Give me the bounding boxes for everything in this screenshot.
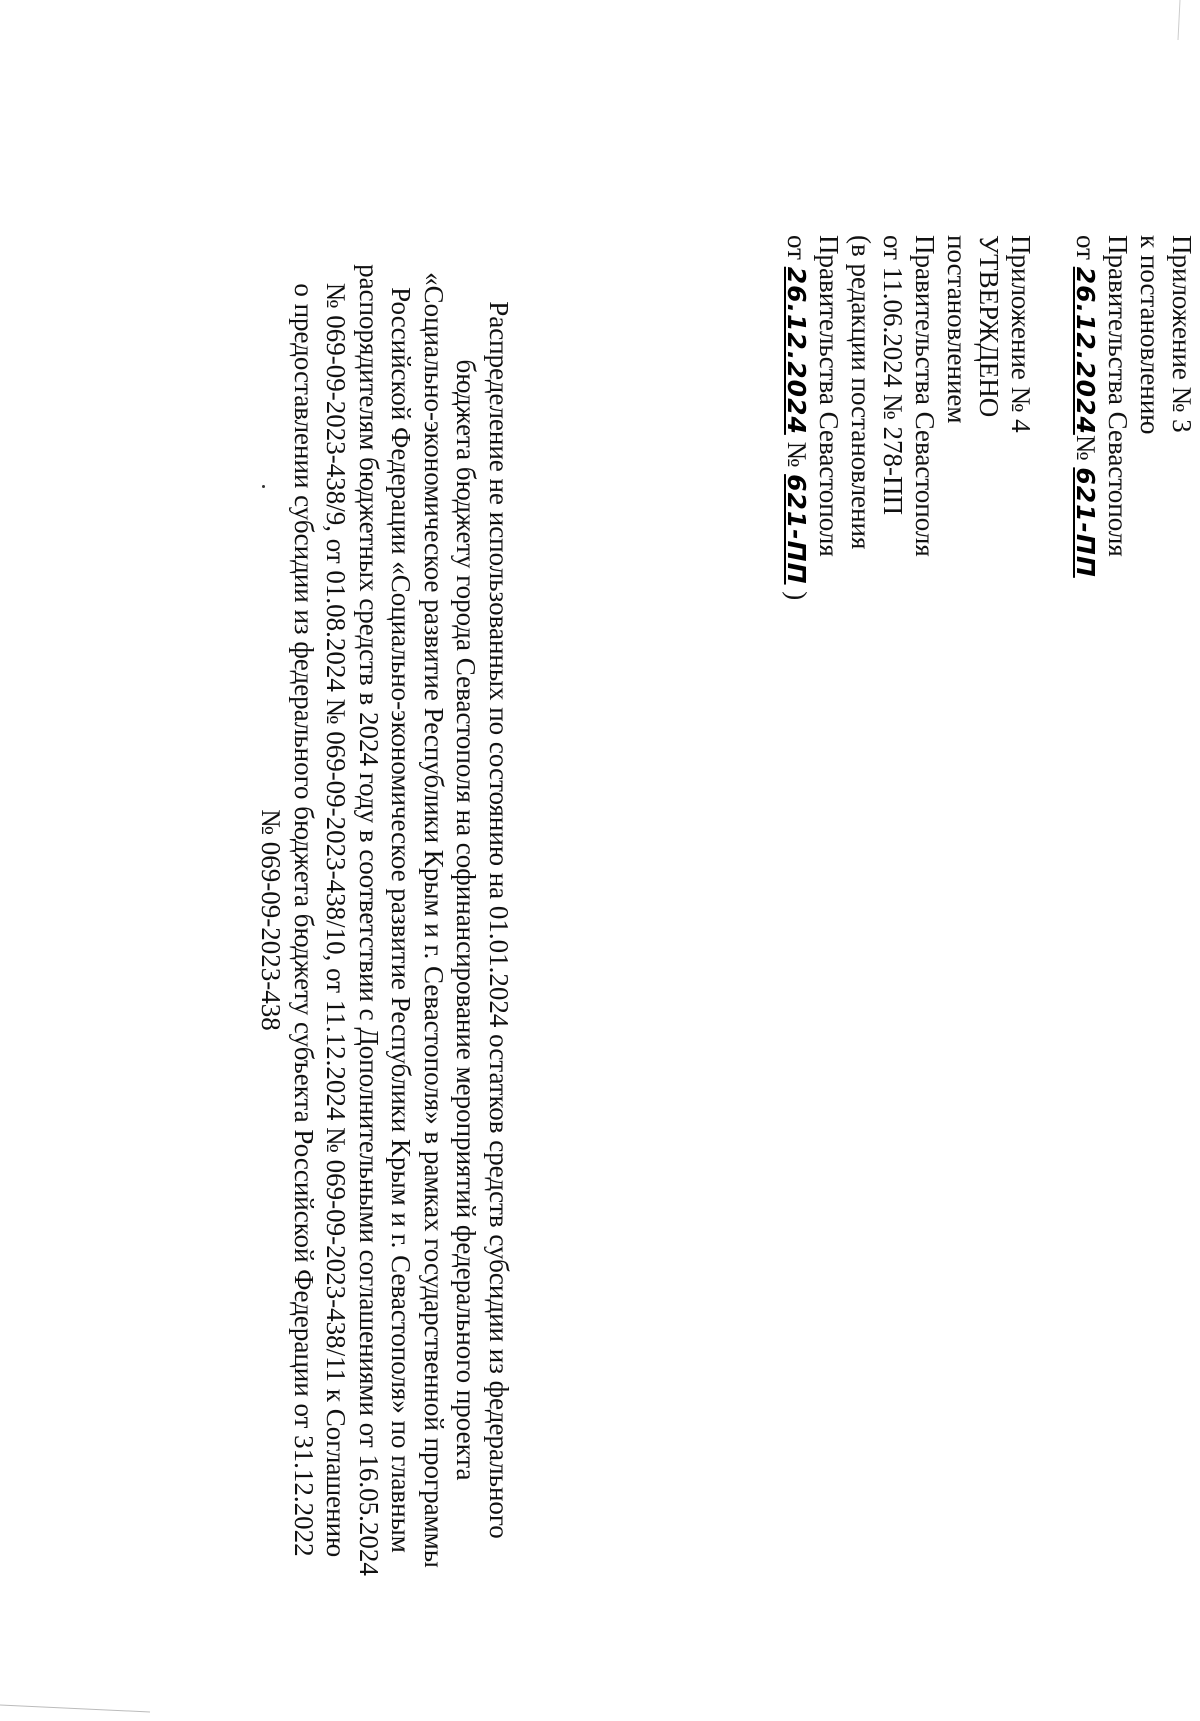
handwritten-date: 26.12.2024 bbox=[1071, 266, 1100, 435]
title-line: «Социально-экономическое развитие Республики Крым и г. Севастополя» в рамках государственной программы bbox=[419, 272, 449, 1568]
appendix-3-line: к постановлению bbox=[1135, 235, 1165, 435]
appendix-4-line: Правительства Севастополя bbox=[910, 235, 940, 557]
document-title bbox=[255, 190, 515, 1650]
appendix-4-line: УТВЕРЖДЕНО bbox=[974, 235, 1004, 418]
closing-bracket: ) bbox=[782, 584, 812, 601]
date-prefix: от bbox=[1071, 235, 1101, 267]
title-line: Распределение не использованных по состоянию на 01.01.2024 остатков средств субсидии из федерального bbox=[484, 301, 514, 1539]
handwritten-number: 621-ПП bbox=[782, 474, 811, 585]
appendix-3-block bbox=[1069, 235, 1198, 695]
appendix-4-line: Правительства Севастополя bbox=[814, 235, 844, 557]
appendix-4-block bbox=[780, 235, 1037, 695]
appendix-3-line: Приложение № 3 bbox=[1167, 235, 1197, 433]
appendix-3-line: Правительства Севастополя bbox=[1103, 235, 1133, 557]
number-sign: № bbox=[1071, 434, 1101, 468]
handwritten-date: 26.12.2024 bbox=[782, 266, 811, 435]
title-line: бюджета бюджету города Севастополя на софинансирование мероприятий федерального проекта bbox=[451, 359, 482, 1481]
appendix-4-line: (в редакции постановления bbox=[846, 235, 876, 550]
appendix-4-line: Приложение № 4 bbox=[1006, 235, 1036, 433]
title-line: Российской Федерации «Социально-экономическое развитие Республики Крым и г. Севастополя» по главным bbox=[386, 287, 417, 1553]
appendix-4-line: постановлением bbox=[942, 235, 972, 424]
title-line: распорядителям бюджетных средств в 2024 году в соответствии с Дополнительными соглашениями от 16.05.2024 bbox=[354, 264, 384, 1576]
title-line: № 069-09-2023-438 bbox=[256, 809, 287, 1031]
appendix-4-line: от 11.06.2024 № 278-ПП bbox=[878, 235, 908, 515]
date-prefix: от bbox=[782, 235, 812, 267]
appendix-3-date-line bbox=[1069, 235, 1102, 695]
appendix-4-date-line bbox=[780, 235, 813, 695]
handwritten-number: 621-ПП bbox=[1071, 467, 1100, 578]
approval-stamp-block bbox=[780, 235, 1198, 695]
number-sign: № bbox=[782, 434, 812, 475]
title-line: о предоставлении субсидии из федерального бюджета бюджету субъекта Российской Федерации от 31.12.2022 bbox=[289, 283, 319, 1557]
title-line: № 069-09-2023-438/9, от 01.08.2024 № 069-09-2023-438/10, от 11.12.2024 № 069-09-2023-438/11 к Соглашению bbox=[321, 282, 352, 1558]
